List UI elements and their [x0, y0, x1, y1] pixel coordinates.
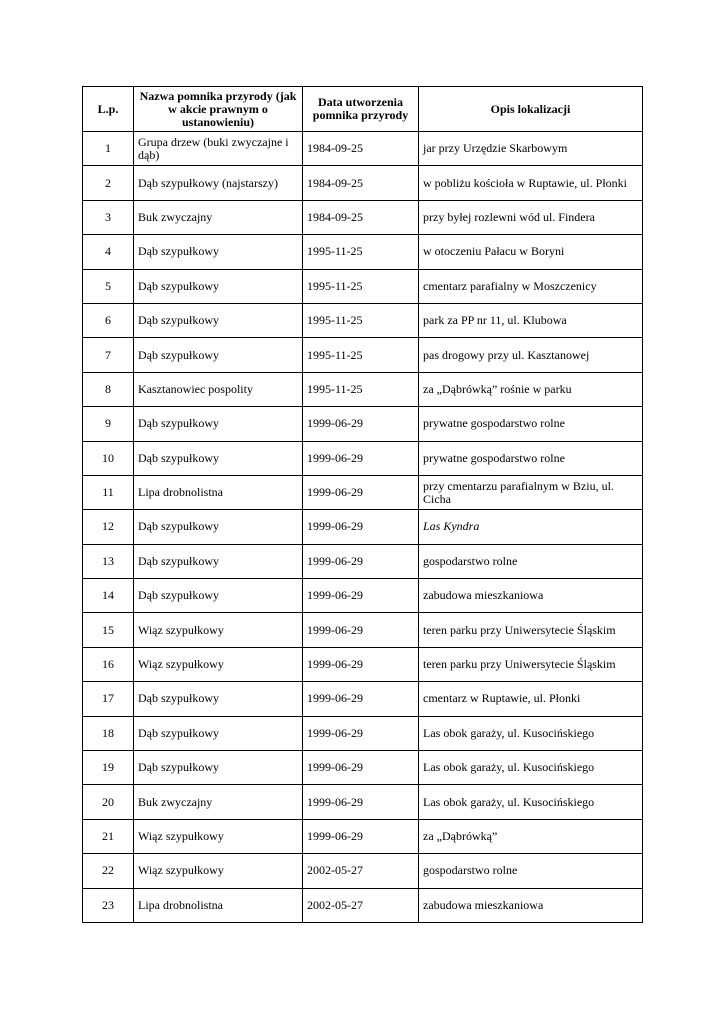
table-row: [83, 338, 643, 372]
cell-lp: 15: [83, 613, 134, 647]
cell-lp: 5: [83, 269, 134, 303]
cell-date: 1999-06-29: [303, 819, 419, 853]
table-row: [83, 132, 643, 166]
table-row: [83, 716, 643, 750]
cell-lp: 10: [83, 441, 134, 475]
cell-date: 1984-09-25: [303, 200, 419, 234]
table-row: [83, 200, 643, 234]
cell-name: Dąb szypułkowy: [134, 544, 303, 578]
cell-lp: 13: [83, 544, 134, 578]
cell-name: Dąb szypułkowy: [134, 269, 303, 303]
table-row: [83, 166, 643, 200]
cell-lp: 4: [83, 235, 134, 269]
table-row: [83, 475, 643, 509]
cell-lp: 7: [83, 338, 134, 372]
cell-name: Dąb szypułkowy: [134, 235, 303, 269]
cell-date: 1999-06-29: [303, 407, 419, 441]
cell-location: cmentarz parafialny w Moszczenicy: [419, 269, 643, 303]
cell-date: 1984-09-25: [303, 166, 419, 200]
cell-location: zabudowa mieszkaniowa: [419, 579, 643, 613]
cell-date: 1995-11-25: [303, 269, 419, 303]
cell-lp: 2: [83, 166, 134, 200]
cell-date: 1999-06-29: [303, 647, 419, 681]
header-row: [83, 87, 643, 132]
table-row: [83, 854, 643, 888]
table-body: [83, 132, 643, 923]
table-row: [83, 372, 643, 406]
cell-name: Dąb szypułkowy: [134, 716, 303, 750]
cell-location: Las obok garaży, ul. Kusocińskiego: [419, 785, 643, 819]
cell-location: gospodarstwo rolne: [419, 854, 643, 888]
cell-name: Dąb szypułkowy: [134, 579, 303, 613]
cell-name: Wiąz szypułkowy: [134, 819, 303, 853]
cell-date: 2002-05-27: [303, 854, 419, 888]
cell-name: Wiąz szypułkowy: [134, 854, 303, 888]
table-row: [83, 510, 643, 544]
cell-location: prywatne gospodarstwo rolne: [419, 441, 643, 475]
cell-date: 1999-06-29: [303, 716, 419, 750]
cell-lp: 1: [83, 132, 134, 166]
cell-name: Kasztanowiec pospolity: [134, 372, 303, 406]
cell-date: 1999-06-29: [303, 785, 419, 819]
cell-lp: 3: [83, 200, 134, 234]
table-row: [83, 647, 643, 681]
table-row: [83, 407, 643, 441]
cell-name: Wiąz szypułkowy: [134, 647, 303, 681]
cell-name: Dąb szypułkowy: [134, 338, 303, 372]
cell-name: Wiąz szypułkowy: [134, 613, 303, 647]
cell-name: Buk zwyczajny: [134, 785, 303, 819]
cell-lp: 6: [83, 303, 134, 337]
cell-location: w pobliżu kościoła w Ruptawie, ul. Płonki: [419, 166, 643, 200]
table-row: [83, 751, 643, 785]
cell-name: Dąb szypułkowy (najstarszy): [134, 166, 303, 200]
cell-name: Dąb szypułkowy: [134, 510, 303, 544]
cell-date: 1999-06-29: [303, 613, 419, 647]
cell-name: Dąb szypułkowy: [134, 751, 303, 785]
cell-date: 1995-11-25: [303, 303, 419, 337]
cell-location: Las obok garaży, ul. Kusocińskiego: [419, 751, 643, 785]
header-date: Data utworzenia pomnika przyrody: [303, 87, 419, 132]
cell-lp: 14: [83, 579, 134, 613]
table-row: [83, 544, 643, 578]
header-lp: L.p.: [83, 87, 134, 132]
cell-location: za „Dąbrówką” rośnie w parku: [419, 372, 643, 406]
cell-lp: 23: [83, 888, 134, 922]
header-name: Nazwa pomnika przyrody (jak w akcie prawnym o ustanowieniu): [134, 87, 303, 132]
cell-location: w otoczeniu Pałacu w Boryni: [419, 235, 643, 269]
cell-date: 1999-06-29: [303, 510, 419, 544]
cell-location: przy byłej rozlewni wód ul. Findera: [419, 200, 643, 234]
cell-location: park za PP nr 11, ul. Klubowa: [419, 303, 643, 337]
cell-date: 1999-06-29: [303, 579, 419, 613]
header-location: Opis lokalizacji: [419, 87, 643, 132]
cell-lp: 19: [83, 751, 134, 785]
cell-location: cmentarz w Ruptawie, ul. Płonki: [419, 682, 643, 716]
cell-location: teren parku przy Uniwersytecie Śląskim: [419, 647, 643, 681]
cell-lp: 18: [83, 716, 134, 750]
cell-location: Las Kyndra: [419, 510, 643, 544]
cell-name: Dąb szypułkowy: [134, 682, 303, 716]
cell-location: przy cmentarzu parafialnym w Bziu, ul. Cicha: [419, 475, 643, 509]
cell-location: prywatne gospodarstwo rolne: [419, 407, 643, 441]
cell-location: za „Dąbrówką”: [419, 819, 643, 853]
cell-date: 2002-05-27: [303, 888, 419, 922]
table-row: [83, 579, 643, 613]
table-row: [83, 682, 643, 716]
cell-date: 1999-06-29: [303, 441, 419, 475]
cell-name: Dąb szypułkowy: [134, 407, 303, 441]
cell-lp: 21: [83, 819, 134, 853]
cell-date: 1995-11-25: [303, 372, 419, 406]
cell-location: teren parku przy Uniwersytecie Śląskim: [419, 613, 643, 647]
table-row: [83, 269, 643, 303]
table-row: [83, 303, 643, 337]
cell-date: 1999-06-29: [303, 544, 419, 578]
cell-lp: 8: [83, 372, 134, 406]
table-row: [83, 888, 643, 922]
cell-name: Buk zwyczajny: [134, 200, 303, 234]
cell-name: Grupa drzew (buki zwyczajne i dąb): [134, 132, 303, 166]
table-row: [83, 441, 643, 475]
monuments-table: [82, 86, 643, 923]
cell-name: Lipa drobnolistna: [134, 475, 303, 509]
cell-name: Dąb szypułkowy: [134, 441, 303, 475]
table-row: [83, 235, 643, 269]
cell-location: jar przy Urzędzie Skarbowym: [419, 132, 643, 166]
table-row: [83, 613, 643, 647]
cell-name: Lipa drobnolistna: [134, 888, 303, 922]
cell-lp: 11: [83, 475, 134, 509]
cell-date: 1999-06-29: [303, 682, 419, 716]
cell-lp: 9: [83, 407, 134, 441]
cell-location: Las obok garaży, ul. Kusocińskiego: [419, 716, 643, 750]
cell-location: pas drogowy przy ul. Kasztanowej: [419, 338, 643, 372]
table-row: [83, 785, 643, 819]
table-row: [83, 819, 643, 853]
cell-lp: 12: [83, 510, 134, 544]
cell-name: Dąb szypułkowy: [134, 303, 303, 337]
cell-date: 1999-06-29: [303, 475, 419, 509]
cell-date: 1995-11-25: [303, 235, 419, 269]
cell-lp: 20: [83, 785, 134, 819]
cell-date: 1984-09-25: [303, 132, 419, 166]
cell-lp: 17: [83, 682, 134, 716]
cell-lp: 16: [83, 647, 134, 681]
cell-lp: 22: [83, 854, 134, 888]
cell-date: 1999-06-29: [303, 751, 419, 785]
cell-location: zabudowa mieszkaniowa: [419, 888, 643, 922]
cell-location: gospodarstwo rolne: [419, 544, 643, 578]
cell-date: 1995-11-25: [303, 338, 419, 372]
